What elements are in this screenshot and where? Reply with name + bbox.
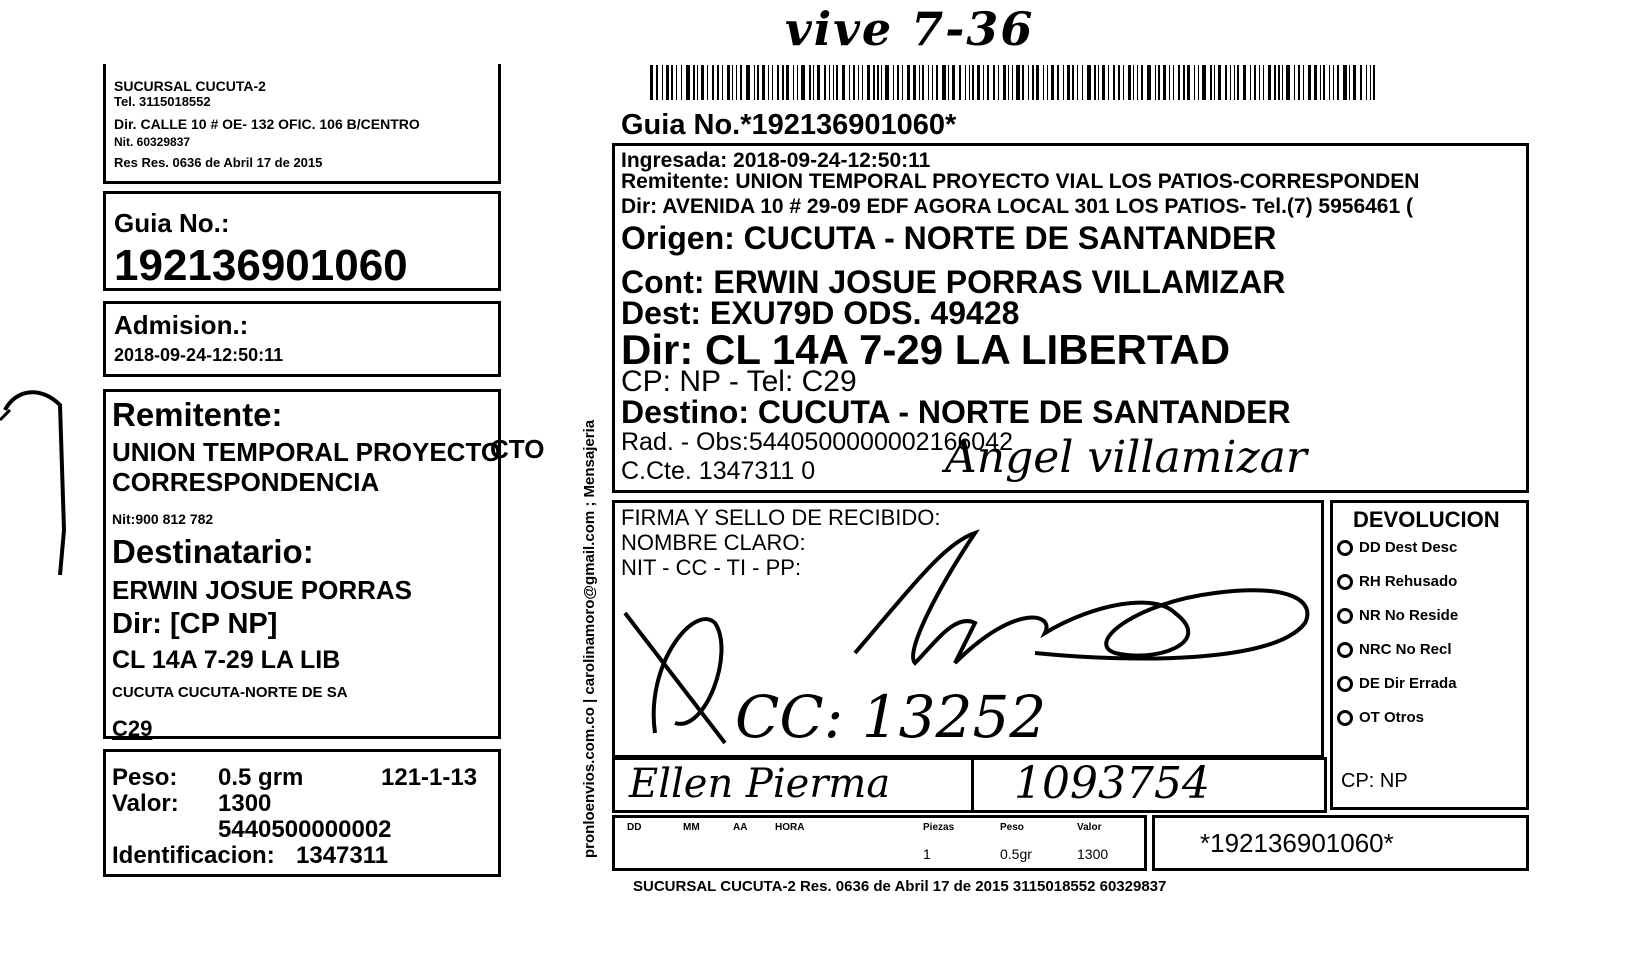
radio-circle-icon[interactable]	[1337, 540, 1353, 556]
admission-label: Admision.:	[114, 310, 249, 340]
barcode-bar	[1298, 65, 1300, 100]
shipment-info-box	[612, 143, 1529, 493]
barcode-bar	[922, 65, 924, 100]
branch-nit: Nit. 60329837	[114, 135, 191, 149]
table-header-cell: Piezas	[923, 822, 955, 833]
barcode-bar	[1214, 65, 1215, 100]
barcode-bar	[1036, 65, 1039, 100]
receiver-name-cell	[612, 757, 974, 813]
barcode-bar	[650, 65, 653, 100]
barcode-bar	[1323, 65, 1325, 100]
barcode-bar	[1108, 65, 1109, 100]
rad-obs-line: Rad. - Obs:5440500000002166042	[621, 428, 1013, 456]
devolucion-box	[1330, 500, 1529, 810]
barcode-bar	[867, 65, 870, 100]
devolucion-option-label: OT Otros	[1359, 709, 1425, 726]
barcode-bar	[754, 65, 755, 100]
sender-overflow: CTO	[490, 434, 545, 464]
barcode-bar	[1254, 65, 1256, 100]
barcode-bar	[1173, 65, 1174, 100]
barcode-bar	[1234, 65, 1235, 100]
reference-number: 5440500000002	[218, 816, 392, 843]
barcode-bar	[936, 65, 938, 100]
delivery-table-values	[615, 846, 1144, 866]
barcode-bar	[809, 65, 811, 100]
ingresada-line: Ingresada: 2018-09-24-12:50:11	[621, 149, 931, 172]
ccte-line: C.Cte. 1347311 0	[621, 457, 816, 485]
barcode-bar	[693, 65, 695, 100]
barcode-bar	[849, 65, 850, 100]
barcode-bar	[1194, 65, 1195, 100]
barcode-bar	[1308, 65, 1311, 100]
branch-header	[103, 64, 501, 184]
devolucion-option[interactable]	[1337, 641, 1452, 658]
barcode-bar	[1082, 65, 1083, 100]
sender-nit: Nit:900 812 782	[112, 511, 214, 527]
barcode-bar	[686, 65, 690, 100]
barcode-bar	[1294, 65, 1295, 100]
barcode-bar	[1123, 65, 1124, 100]
barcode-bar	[1128, 65, 1131, 100]
barcode-bar	[1373, 65, 1375, 100]
barcode-bar	[1141, 65, 1143, 100]
sender-label: Remitente:	[112, 396, 283, 433]
barcode-bar	[1183, 65, 1185, 100]
barcode-bar	[797, 65, 798, 100]
barcode-bar	[762, 65, 765, 100]
valor-value: 1300	[218, 790, 272, 817]
barcode-bar	[681, 65, 682, 100]
barcode-bar	[829, 65, 830, 100]
radio-circle-icon[interactable]	[1337, 676, 1353, 692]
barcode-bar	[1286, 65, 1290, 100]
barcode-bar	[1102, 65, 1105, 100]
barcode-bar	[1003, 65, 1006, 100]
barcode-bar	[1133, 65, 1134, 100]
barcode-bar	[893, 65, 894, 100]
barcode-bar	[801, 65, 805, 100]
id-type-label: NIT - CC - TI - PP:	[621, 555, 802, 580]
devolucion-option[interactable]	[1337, 675, 1457, 692]
devolucion-option[interactable]	[1337, 573, 1457, 590]
devolucion-option-label: DD Dest Desc	[1359, 539, 1458, 556]
side-contact-text: pronloenvios.com.co | carolinamoro@gmail.com ; Mensajeria	[581, 419, 598, 858]
barcode-bar	[740, 65, 742, 100]
barcode-bar	[1360, 65, 1362, 100]
barcode-bar	[987, 65, 989, 100]
admission-date: 2018-09-24-12:50:11	[114, 345, 284, 365]
branch-tel: Tel. 3115018552	[114, 94, 211, 109]
handwritten-note-top: vive 7-36	[785, 2, 1035, 56]
barcode-bar	[1087, 65, 1091, 100]
table-value-cell: 0.5gr	[1000, 846, 1032, 862]
barcode-bar	[983, 65, 984, 100]
radio-circle-icon[interactable]	[1337, 574, 1353, 590]
branch-name: SUCURSAL CUCUTA-2	[114, 78, 266, 94]
branch-resolution: Res Res. 0636 de Abril 17 de 2015	[114, 155, 323, 170]
recipient-phone: C29	[112, 716, 153, 741]
dest-line: Dest: EXU79D ODS. 49428	[621, 295, 1020, 331]
barcode-bar	[1225, 65, 1227, 100]
barcode-bar	[842, 65, 845, 100]
barcode-bar	[662, 65, 663, 100]
table-header-cell: HORA	[775, 822, 805, 833]
footer-branch-line: SUCURSAL CUCUTA-2 Res. 0636 de Abril 17 de 2015 3115018552 60329837	[633, 878, 1167, 895]
barcode-bar	[1263, 65, 1264, 100]
origen-line: Origen: CUCUTA - NORTE DE SANTANDER	[621, 220, 1277, 256]
barcode-bar	[1063, 65, 1064, 100]
delivery-table-headers	[615, 822, 1144, 838]
barcode-bar	[965, 65, 966, 100]
barcode-bar	[722, 65, 723, 100]
barcode-bar	[885, 65, 889, 100]
barcode-bar	[707, 65, 708, 100]
barcode-bar	[1202, 65, 1206, 100]
destino-line: Destino: CUCUTA - NORTE DE SANTANDER	[621, 394, 1291, 430]
barcode-bar	[1051, 65, 1054, 100]
barcode-bar	[1178, 65, 1180, 100]
barcode-bar	[1303, 65, 1304, 100]
barcode-bar	[942, 65, 946, 100]
addressee-box	[103, 389, 501, 739]
barcode-bar	[768, 65, 769, 100]
table-header-cell: DD	[627, 822, 642, 833]
barcode-bar	[1343, 65, 1347, 100]
handwritten-receiver-sign: Ellen Pierma	[629, 761, 891, 807]
barcode-bar	[1067, 65, 1070, 100]
barcode-bar	[782, 65, 784, 100]
barcode-bar	[817, 65, 820, 100]
peso-value: 0.5 grm	[218, 764, 304, 791]
sender-line2: CORRESPONDENCIA	[112, 467, 380, 497]
barcode-bar	[1032, 65, 1034, 100]
clear-name-label: NOMBRE CLARO:	[621, 530, 806, 555]
guia-box	[103, 191, 501, 291]
barcode-bar	[813, 65, 814, 100]
barcode-bar	[666, 65, 669, 100]
barcode-bar	[928, 65, 929, 100]
barcode-bar	[1198, 65, 1199, 100]
signature-scribble	[615, 503, 1321, 755]
barcode-bar	[1187, 65, 1190, 100]
barcode-bar	[1016, 65, 1020, 100]
barcode-bar	[746, 65, 750, 100]
barcode-bar	[1047, 65, 1048, 100]
barcode-bar	[712, 65, 714, 100]
barcode-bar	[948, 65, 949, 100]
barcode-bar	[1113, 65, 1115, 100]
barcode-bar	[1237, 65, 1239, 100]
devolucion-cp: CP: NP	[1341, 770, 1408, 792]
barcode-bar	[993, 65, 995, 100]
devolucion-title: DEVOLUCION	[1353, 507, 1500, 532]
recipient-label: Destinatario:	[112, 533, 314, 570]
barcode-bar	[772, 65, 773, 100]
barcode-number: *192136901060*	[1200, 828, 1394, 858]
devolucion-option-label: DE Dir Errada	[1359, 675, 1457, 692]
barcode-bar	[913, 65, 916, 100]
barcode-bar	[897, 65, 899, 100]
barcode-bar	[1028, 65, 1029, 100]
barcode-bar	[972, 65, 974, 100]
barcode-bar	[1098, 65, 1099, 100]
handwritten-receiver-name: Angel villamizar	[945, 432, 1307, 483]
barcode-bar	[777, 65, 779, 100]
details-box	[103, 749, 501, 877]
radio-circle-icon[interactable]	[1337, 608, 1353, 624]
barcode-bar	[862, 65, 863, 100]
barcode-number-box	[1152, 815, 1529, 871]
id-label: Identificacion:	[112, 842, 275, 869]
barcode-bar	[1057, 65, 1059, 100]
barcode-bar	[676, 65, 677, 100]
table-header-cell: MM	[683, 822, 700, 833]
barcode-bar	[1268, 65, 1271, 100]
recipient-dir-label: Dir: [CP NP]	[112, 608, 278, 640]
barcode-bar	[877, 65, 879, 100]
barcode-bar	[1155, 65, 1156, 100]
barcode-bar	[1230, 65, 1231, 100]
barcode-bar	[1012, 65, 1013, 100]
barcode-bar	[1158, 65, 1160, 100]
radio-circle-icon[interactable]	[1337, 642, 1353, 658]
guia-number: 192136901060	[114, 241, 408, 290]
barcode-bar	[717, 65, 719, 100]
barcode-bar	[1320, 65, 1321, 100]
devolucion-option[interactable]	[1337, 607, 1458, 624]
barcode-bar	[1250, 65, 1251, 100]
sender-line1: UNION TEMPORAL PROYECTO	[112, 437, 502, 467]
devolucion-option-label: NRC No Recl	[1359, 641, 1452, 658]
barcode-bar	[833, 65, 834, 100]
guia-label: Guia No.:	[114, 208, 230, 238]
barcode-bar	[1278, 65, 1280, 100]
barcode-bar	[701, 65, 704, 100]
barcode-bar	[1218, 65, 1221, 100]
top-barcode	[650, 65, 1380, 100]
barcode-bar	[1043, 65, 1044, 100]
cont-line: Cont: ERWIN JOSUE PORRAS VILLAMIZAR	[621, 264, 1286, 300]
devolucion-option-label: RH Rehusado	[1359, 573, 1458, 590]
barcode-bar	[736, 65, 737, 100]
barcode-bar	[873, 65, 875, 100]
id-value: 1347311	[296, 842, 389, 869]
barcode-bar	[786, 65, 789, 100]
barcode-bar	[1349, 65, 1350, 100]
barcode-bar	[1366, 65, 1367, 100]
cp-tel-line: CP: NP - Tel: C29	[621, 365, 857, 398]
table-header-cell: Valor	[1077, 822, 1102, 833]
shipment-code: 121-1-13	[381, 764, 478, 791]
devolucion-option[interactable]	[1337, 539, 1457, 556]
radio-circle-icon[interactable]	[1337, 710, 1353, 726]
devolucion-option-label: NR No Reside	[1359, 607, 1459, 624]
barcode-bar	[932, 65, 933, 100]
recipient-name: ERWIN JOSUE PORRAS	[112, 575, 413, 605]
recipient-city: CUCUTA CUCUTA-NORTE DE SA	[112, 684, 348, 701]
barcode-bar	[858, 65, 859, 100]
barcode-bar	[952, 65, 955, 100]
barcode-bar	[1169, 65, 1170, 100]
handwritten-cc: CC: 13252	[735, 683, 1047, 751]
dest-address-line: Dir: CL 14A 7-29 LA LIBERTAD	[621, 326, 1231, 373]
sender-dir-line: Dir: AVENIDA 10 # 29-09 EDF AGORA LOCAL 301 LOS PATIOS- Tel.(7) 5956461 (	[621, 195, 1413, 218]
barcode-bar	[1274, 65, 1276, 100]
barcode-bar	[1243, 65, 1246, 100]
barcode-bar	[1353, 65, 1356, 100]
barcode-bar	[1314, 65, 1317, 100]
handwritten-doc-number: 1093754	[1014, 758, 1210, 809]
barcode-bar	[907, 65, 910, 100]
barcode-bar	[656, 65, 658, 100]
barcode-bar	[836, 65, 838, 100]
table-value-cell: 1300	[1077, 846, 1109, 862]
devolucion-option[interactable]	[1337, 709, 1424, 726]
table-header-cell: Peso	[1000, 822, 1024, 833]
delivery-table	[612, 815, 1147, 871]
barcode-bar	[1008, 65, 1009, 100]
barcode-bar	[1337, 65, 1339, 100]
barcode-bar	[1147, 65, 1151, 100]
recipient-address: CL 14A 7-29 LA LIB	[112, 646, 341, 674]
admission-box	[103, 301, 501, 377]
barcode-bar	[1163, 65, 1166, 100]
left-edge-mark	[0, 380, 80, 580]
barcode-bar	[793, 65, 794, 100]
barcode-bar	[1259, 65, 1260, 100]
peso-label: Peso:	[112, 764, 178, 791]
barcode-bar	[919, 65, 920, 100]
barcode-bar	[757, 65, 759, 100]
barcode-bar	[1094, 65, 1096, 100]
barcode-bar	[697, 65, 698, 100]
remitente-line: Remitente: UNION TEMPORAL PROYECTO VIAL LOS PATIOS-CORRESPONDEN	[621, 170, 1420, 193]
barcode-bar	[1282, 65, 1283, 100]
valor-label: Valor:	[112, 790, 179, 817]
barcode-bar	[998, 65, 999, 100]
barcode-bar	[1329, 65, 1330, 100]
barcode-bar	[1137, 65, 1138, 100]
barcode-bar	[727, 65, 730, 100]
guia-header: Guia No.*192136901060*	[621, 109, 957, 141]
barcode-bar	[671, 65, 673, 100]
barcode-bar	[824, 65, 826, 100]
table-value-cell: 1	[923, 846, 931, 862]
barcode-bar	[1072, 65, 1074, 100]
barcode-bar	[1370, 65, 1371, 100]
barcode-bar	[959, 65, 961, 100]
branch-address: Dir. CALLE 10 # OE- 132 OFIC. 106 B/CENTRO	[114, 116, 420, 132]
barcode-bar	[1210, 65, 1212, 100]
signature-label: FIRMA Y SELLO DE RECIBIDO:	[621, 505, 941, 530]
receiver-doc-cell	[971, 757, 1327, 813]
signature-box	[612, 500, 1324, 758]
barcode-bar	[1022, 65, 1024, 100]
barcode-bar	[1077, 65, 1078, 100]
barcode-bar	[732, 65, 733, 100]
barcode-bar	[1118, 65, 1120, 100]
barcode-bar	[853, 65, 855, 100]
barcode-bar	[902, 65, 903, 100]
barcode-bar	[977, 65, 980, 100]
barcode-bar	[1333, 65, 1334, 100]
table-header-cell: AA	[733, 822, 748, 833]
barcode-bar	[969, 65, 970, 100]
barcode-bar	[881, 65, 882, 100]
